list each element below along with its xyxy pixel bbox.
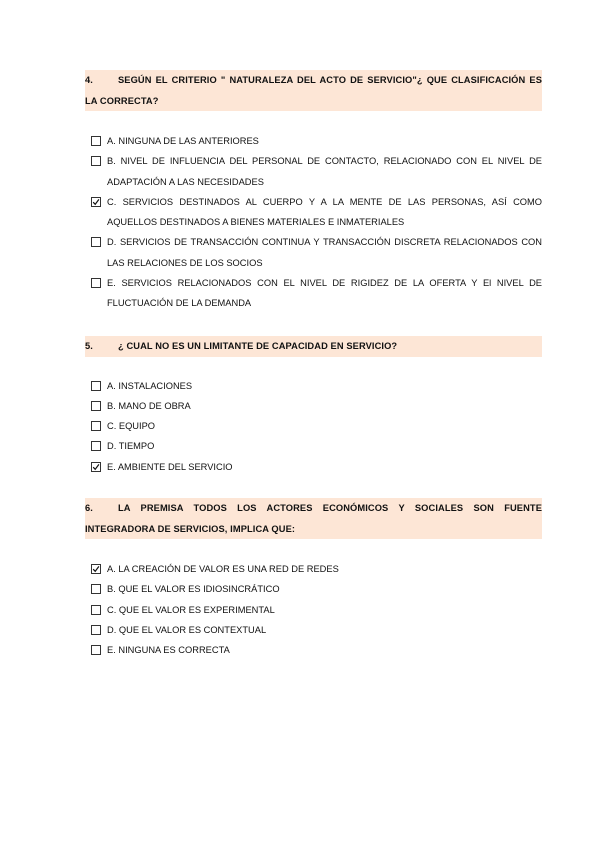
answer-option-label: B. QUE EL VALOR ES IDIOSINCRÁTICO: [107, 584, 280, 595]
check-mark-icon: [92, 565, 100, 573]
question-heading: [85, 70, 542, 111]
answer-option-d[interactable]: [85, 436, 542, 456]
answer-option-label: B. NIVEL DE INFLUENCIA DEL PERSONAL DE CONTACTO, RELACIONADO CON EL NIVEL DE ADAPTACIÓN A LAS NECESIDADES: [107, 156, 542, 187]
answer-option-label: A. LA CREACIÓN DE VALOR ES UNA RED DE REDES: [107, 564, 339, 574]
checkbox-icon[interactable]: [91, 278, 101, 288]
answer-options: [85, 376, 542, 477]
checkbox-icon[interactable]: [91, 156, 101, 166]
answer-option-label: D. SERVICIOS DE TRANSACCIÓN CONTINUA Y TRANSACCIÓN DISCRETA RELACIONADOS CON LAS RELACIONES DE LOS SOCIOS: [107, 237, 542, 268]
answer-option-d[interactable]: [85, 620, 542, 640]
answer-option-label: C. SERVICIOS DESTINADOS AL CUERPO Y A LA MENTE DE LAS PERSONAS, ASÍ COMO AQUELLOS DESTINADOS A BIENES MATERIALES E INMATERIALES: [107, 196, 542, 228]
answer-options: [85, 131, 542, 314]
checkbox-icon[interactable]: [91, 136, 101, 146]
answer-option-a[interactable]: [85, 131, 542, 151]
checkbox-icon[interactable]: [91, 401, 101, 411]
answer-option-label: E. SERVICIOS RELACIONADOS CON EL NIVEL DE RIGIDEZ DE LA OFERTA Y El NIVEL DE FLUCTUACIÓN DE LA DEMANDA: [107, 278, 542, 309]
checkbox-icon[interactable]: [91, 645, 101, 655]
checkbox-icon[interactable]: [91, 421, 101, 431]
checkbox-icon[interactable]: [91, 462, 101, 472]
answer-option-c[interactable]: [85, 192, 542, 233]
question-5: [85, 336, 542, 477]
answer-option-label: E. NINGUNA ES CORRECTA: [107, 645, 230, 656]
answer-option-label: C. QUE EL VALOR ES EXPERIMENTAL: [107, 604, 275, 615]
checkbox-icon[interactable]: [91, 197, 101, 207]
answer-option-a[interactable]: [85, 376, 542, 396]
question-heading: [85, 498, 542, 539]
checkbox-icon[interactable]: [91, 441, 101, 451]
answer-option-label: E. AMBIENTE DEL SERVICIO: [107, 461, 233, 472]
answer-option-label: C. EQUIPO: [107, 421, 156, 432]
question-heading: [85, 336, 542, 357]
answer-option-a[interactable]: [85, 559, 542, 579]
answer-option-label: A. NINGUNA DE LAS ANTERIORES: [107, 136, 259, 146]
checkbox-icon[interactable]: [91, 625, 101, 635]
answer-option-label: A. INSTALACIONES: [107, 380, 193, 391]
question-number: 6.: [85, 503, 93, 513]
checkbox-icon[interactable]: [91, 381, 101, 391]
answer-option-b[interactable]: [85, 151, 542, 192]
question-text: SEGÚN EL CRITERIO " NATURALEZA DEL ACTO DE SERVICIO"¿ QUE CLASIFICACIÓN ES LA CORRECTA?: [85, 75, 542, 106]
answer-option-label: D. TIEMPO: [107, 441, 155, 452]
question-6: [85, 498, 542, 660]
answer-option-label: B. MANO DE OBRA: [107, 400, 191, 411]
answer-option-b[interactable]: [85, 579, 542, 599]
answer-option-e[interactable]: [85, 457, 542, 477]
question-number: 4.: [85, 75, 93, 85]
checkbox-icon[interactable]: [91, 564, 101, 574]
answer-option-e[interactable]: [85, 640, 542, 660]
question-number: 5.: [85, 341, 93, 351]
answer-option-e[interactable]: [85, 273, 542, 314]
answer-option-b[interactable]: [85, 396, 542, 416]
checkbox-icon[interactable]: [91, 584, 101, 594]
answer-option-label: D. QUE EL VALOR ES CONTEXTUAL: [107, 624, 267, 635]
answer-option-c[interactable]: [85, 600, 542, 620]
question-4: [85, 70, 542, 314]
question-text: ¿ CUAL NO ES UN LIMITANTE DE CAPACIDAD EN SERVICIO?: [118, 341, 398, 351]
check-mark-icon: [92, 198, 100, 206]
checkbox-icon[interactable]: [91, 237, 101, 247]
answer-option-c[interactable]: [85, 416, 542, 436]
question-text: LA PREMISA TODOS LOS ACTORES ECONÓMICOS Y SOCIALES SON FUENTE INTEGRADORA DE SERVICIOS, IMPLICA QUE:: [85, 503, 542, 534]
checkbox-icon[interactable]: [91, 605, 101, 615]
answer-options: [85, 559, 542, 660]
check-mark-icon: [92, 463, 100, 471]
answer-option-d[interactable]: [85, 232, 542, 273]
